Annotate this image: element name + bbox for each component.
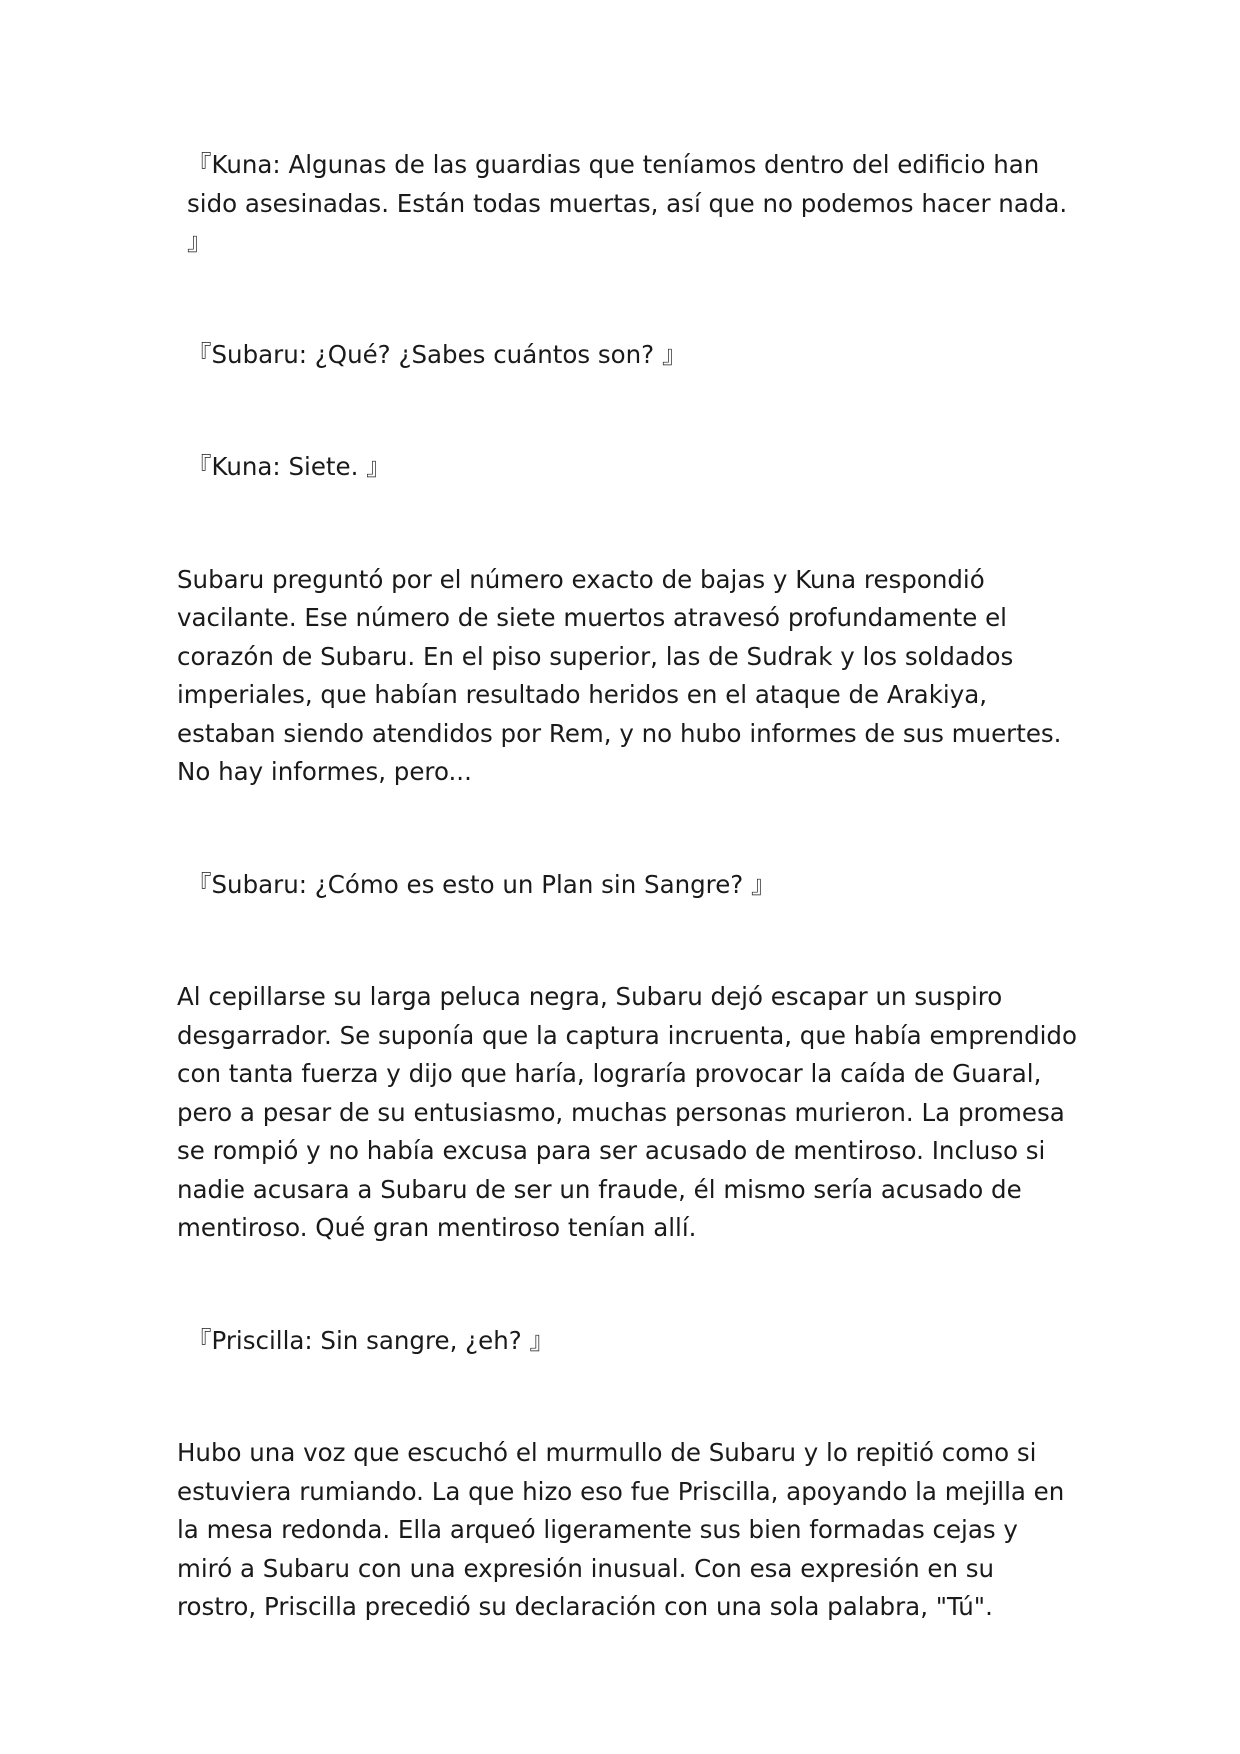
- dialogue-priscilla-bloodless: 『Priscilla: Sin sangre, ¿eh? 』: [187, 1325, 555, 1355]
- narration-casualties: Subaru preguntó por el número exacto de bajas y Kuna respondió vacilante. Ese número de siete muertos atravesó profundamente el corazón de Subaru. En el piso superior, las de Sudrak y los soldados imperiales, que habían resultado heridos en el ataque de Arakiya, estaban siendo atendidos por Rem, y no hubo informes de sus muertes. No hay informes, pero...: [177, 564, 1062, 786]
- narration-priscilla-voice: Hubo una voz que escuchó el murmullo de Subaru y lo repitió como si estuviera rumiando. La que hizo eso fue Priscilla, apoyando la mejilla en la mesa redonda. Ella arqueó ligeramente sus bien formadas cejas y miró a Subaru con una expresión inusual. Con esa expresión en su rostro, Priscilla precedió su declaración con una sola palabra, "Tú".: [177, 1438, 1065, 1621]
- dialogue-kuna-seven: 『Kuna: Siete. 』: [187, 452, 391, 481]
- document-body: [177, 146, 1077, 1627]
- dialogue-kuna-guards: 『Kuna: Algunas de las guardias que teníamos dentro del edificio han sido asesinadas. Están todas muertas, así que no podemos hacer nada. 』: [187, 150, 1068, 256]
- dialogue-subaru-how-many: 『Subaru: ¿Qué? ¿Sabes cuántos son? 』: [187, 339, 687, 369]
- narration-broken-promise: Al cepillarse su larga peluca negra, Subaru dejó escapar un suspiro desgarrador. Se suponía que la captura incruenta, que había emprendido con tanta fuerza y dijo que haría, lograría provocar la caída de Guaral, pero a pesar de su entusiasmo, muchas personas murieron. La promesa se rompió y no había excusa para ser acusado de mentiroso. Incluso si nadie acusara a Subaru de ser un fraude, él mismo sería acusado de mentiroso. Qué gran mentiroso tenían allí.: [177, 982, 1077, 1242]
- dialogue-subaru-bloodless-plan: 『Subaru: ¿Cómo es esto un Plan sin Sangre? 』: [187, 869, 776, 899]
